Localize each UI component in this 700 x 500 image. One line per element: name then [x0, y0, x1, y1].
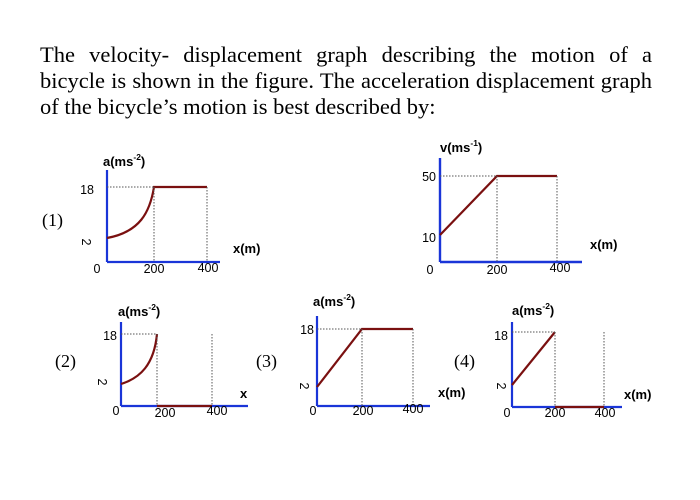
x-tick-label: 0 — [309, 404, 317, 418]
y-axis-label: $a(ms^{-2})$ — [118, 302, 161, 319]
x-tick-label: 0 — [112, 404, 120, 418]
graph-curve — [121, 334, 157, 384]
option-label-1: (1) — [42, 210, 63, 230]
x-axis-label: x(m) — [590, 237, 618, 252]
question-text: The velocity- displacement graph describing the motion of a bicycle is shown in the figure. The acceleration displacement graph of the bicycle’s motion is best described by: — [40, 42, 652, 119]
option-label-4: (4) — [454, 351, 475, 371]
y-tick-label: 18 — [80, 183, 94, 197]
graph-curve — [512, 332, 555, 385]
y-tick-label: 10 — [422, 231, 436, 245]
x-tick-label: 200 — [352, 404, 374, 418]
graph-curve — [440, 176, 557, 235]
y-axis-label: $a(ms^{-2})$ — [103, 152, 146, 169]
y-tick-label: 2 — [95, 378, 109, 386]
y-tick-label: 2 — [494, 382, 508, 390]
y-tick-label: 2 — [297, 382, 311, 390]
x-tick-label: 400 — [197, 261, 219, 275]
graph-curve — [317, 329, 413, 387]
y-axis-label: $v(ms^{-1})$ — [440, 138, 483, 155]
x-axis-label: x(m) — [438, 385, 466, 400]
y-tick-label: 50 — [422, 170, 436, 184]
y-axis-label: $a(ms^{-2})$ — [512, 301, 555, 318]
x-tick-label: 200 — [486, 263, 508, 277]
x-tick-label: 200 — [544, 406, 566, 420]
x-axis-label: x(m) — [624, 387, 652, 402]
graph-curve — [107, 187, 207, 238]
x-axis-label: x — [240, 386, 248, 401]
x-tick-label: 0 — [426, 263, 434, 277]
y-axis-label: $a(ms^{-2})$ — [313, 292, 356, 309]
x-tick-label: 0 — [503, 406, 511, 420]
x-tick-label: 400 — [206, 404, 228, 418]
x-tick-label: 400 — [402, 402, 424, 416]
x-tick-label: 400 — [594, 406, 616, 420]
x-tick-label: 200 — [143, 262, 165, 276]
y-tick-label: 18 — [103, 329, 117, 343]
option-label-3: (3) — [256, 351, 277, 371]
y-tick-label: 2 — [79, 238, 93, 246]
option-label-2: (2) — [55, 351, 76, 371]
x-axis-label: x(m) — [233, 241, 261, 256]
y-tick-label: 18 — [494, 329, 508, 343]
y-tick-label: 18 — [300, 323, 314, 337]
x-tick-label: 200 — [154, 406, 176, 420]
x-tick-label: 400 — [549, 261, 571, 275]
x-tick-label: 0 — [93, 262, 101, 276]
